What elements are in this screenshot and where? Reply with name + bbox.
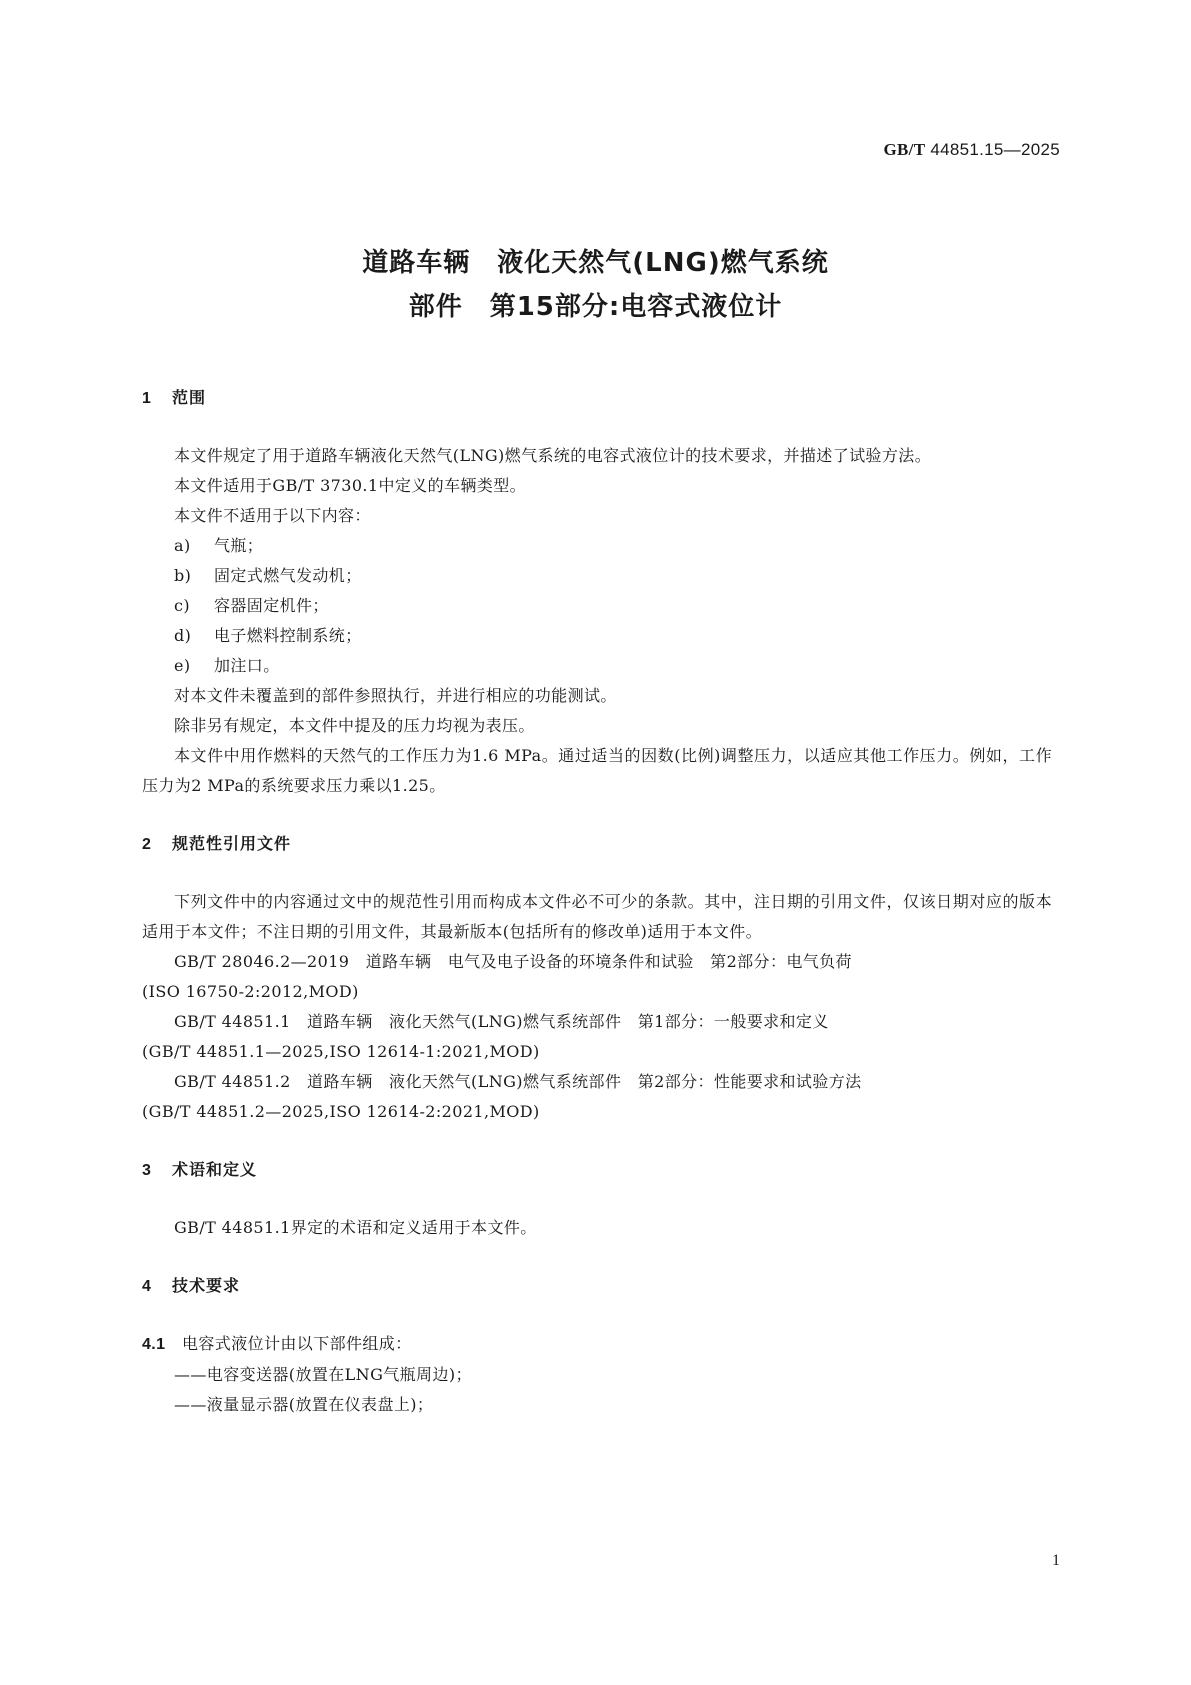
subclause-text: 电容式液位计由以下部件组成： xyxy=(182,1334,412,1353)
section-number: 1 xyxy=(142,390,152,407)
section-heading-scope xyxy=(142,383,1052,413)
document-body xyxy=(142,383,1052,1420)
paragraph: 本文件不适用于以下内容： xyxy=(174,506,371,525)
paragraph: 本文件中用作燃料的天然气的工作压力为1.6 MPa。通过适当的因数(比例)调整压力，以适应其他工作压力。例如，工作压力为2 MPa的系统要求压力乘以1.25。 xyxy=(142,746,1052,795)
section-title: 规范性引用文件 xyxy=(172,834,292,853)
page-number: 1 xyxy=(1052,1552,1060,1569)
document-title-line1: 道路车辆 液化天然气(LNG)燃气系统 xyxy=(362,248,829,278)
paragraph: GB/T 44851.1界定的术语和定义适用于本文件。 xyxy=(174,1218,537,1237)
list-item: e) 加注口。 xyxy=(174,656,280,675)
paragraph: 除非另有规定，本文件中提及的压力均视为表压。 xyxy=(174,716,535,735)
subclause xyxy=(142,1329,1052,1360)
dash-list-item: ——电容变送器(放置在LNG气瓶周边)； xyxy=(174,1365,472,1384)
reference-entry: GB/T 44851.2 道路车辆 液化天然气(LNG)燃气系统部件 第2部分：性能要求和试验方法 (GB/T 44851.2—2025,ISO 12614-2:2021,MOD) xyxy=(142,1072,862,1121)
section-title: 范围 xyxy=(172,388,207,407)
list-item: b) 固定式燃气发动机； xyxy=(174,566,362,585)
section-heading-normative-references xyxy=(142,829,1052,859)
reference-entry: GB/T 28046.2—2019 道路车辆 电气及电子设备的环境条件和试验 第2部分：电气负荷 (ISO 16750-2:2012,MOD) xyxy=(142,952,852,1001)
section-number: 3 xyxy=(142,1162,152,1179)
dash-list-item: ——液量显示器(放置在仪表盘上)； xyxy=(174,1395,434,1414)
standard-prefix: GB/T xyxy=(883,140,926,159)
section-title: 术语和定义 xyxy=(172,1160,258,1179)
subclause-number: 4.1 xyxy=(142,1336,166,1353)
section-heading-terms xyxy=(142,1155,1052,1185)
paragraph: 本文件适用于GB/T 3730.1中定义的车辆类型。 xyxy=(174,476,527,495)
section-heading-technical-requirements xyxy=(142,1271,1052,1301)
list-item: d) 电子燃料控制系统； xyxy=(174,626,362,645)
standard-code: 44851.15—2025 xyxy=(930,140,1060,159)
paragraph: 下列文件中的内容通过文中的规范性引用而构成本文件必不可少的条款。其中，注日期的引用文件，仅该日期对应的版本适用于本文件；不注日期的引用文件，其最新版本(包括所有的修改单)适用于本文件。 xyxy=(142,892,1052,941)
list-item: a) 气瓶； xyxy=(174,536,264,555)
list-item: c) 容器固定机件； xyxy=(174,596,329,615)
reference-entry: GB/T 44851.1 道路车辆 液化天然气(LNG)燃气系统部件 第1部分：一般要求和定义 (GB/T 44851.1—2025,ISO 12614-1:2021,MOD) xyxy=(142,1012,829,1061)
paragraph: 本文件规定了用于道路车辆液化天然气(LNG)燃气系统的电容式液位计的技术要求，并描述了试验方法。 xyxy=(174,446,932,465)
section-title: 技术要求 xyxy=(172,1276,241,1295)
section-number: 4 xyxy=(142,1278,152,1295)
standard-number xyxy=(884,140,1060,160)
section-number: 2 xyxy=(142,836,152,853)
paragraph: 对本文件未覆盖到的部件参照执行，并进行相应的功能测试。 xyxy=(174,686,617,705)
document-title-line2: 部件 第15部分:电容式液位计 xyxy=(408,292,783,322)
